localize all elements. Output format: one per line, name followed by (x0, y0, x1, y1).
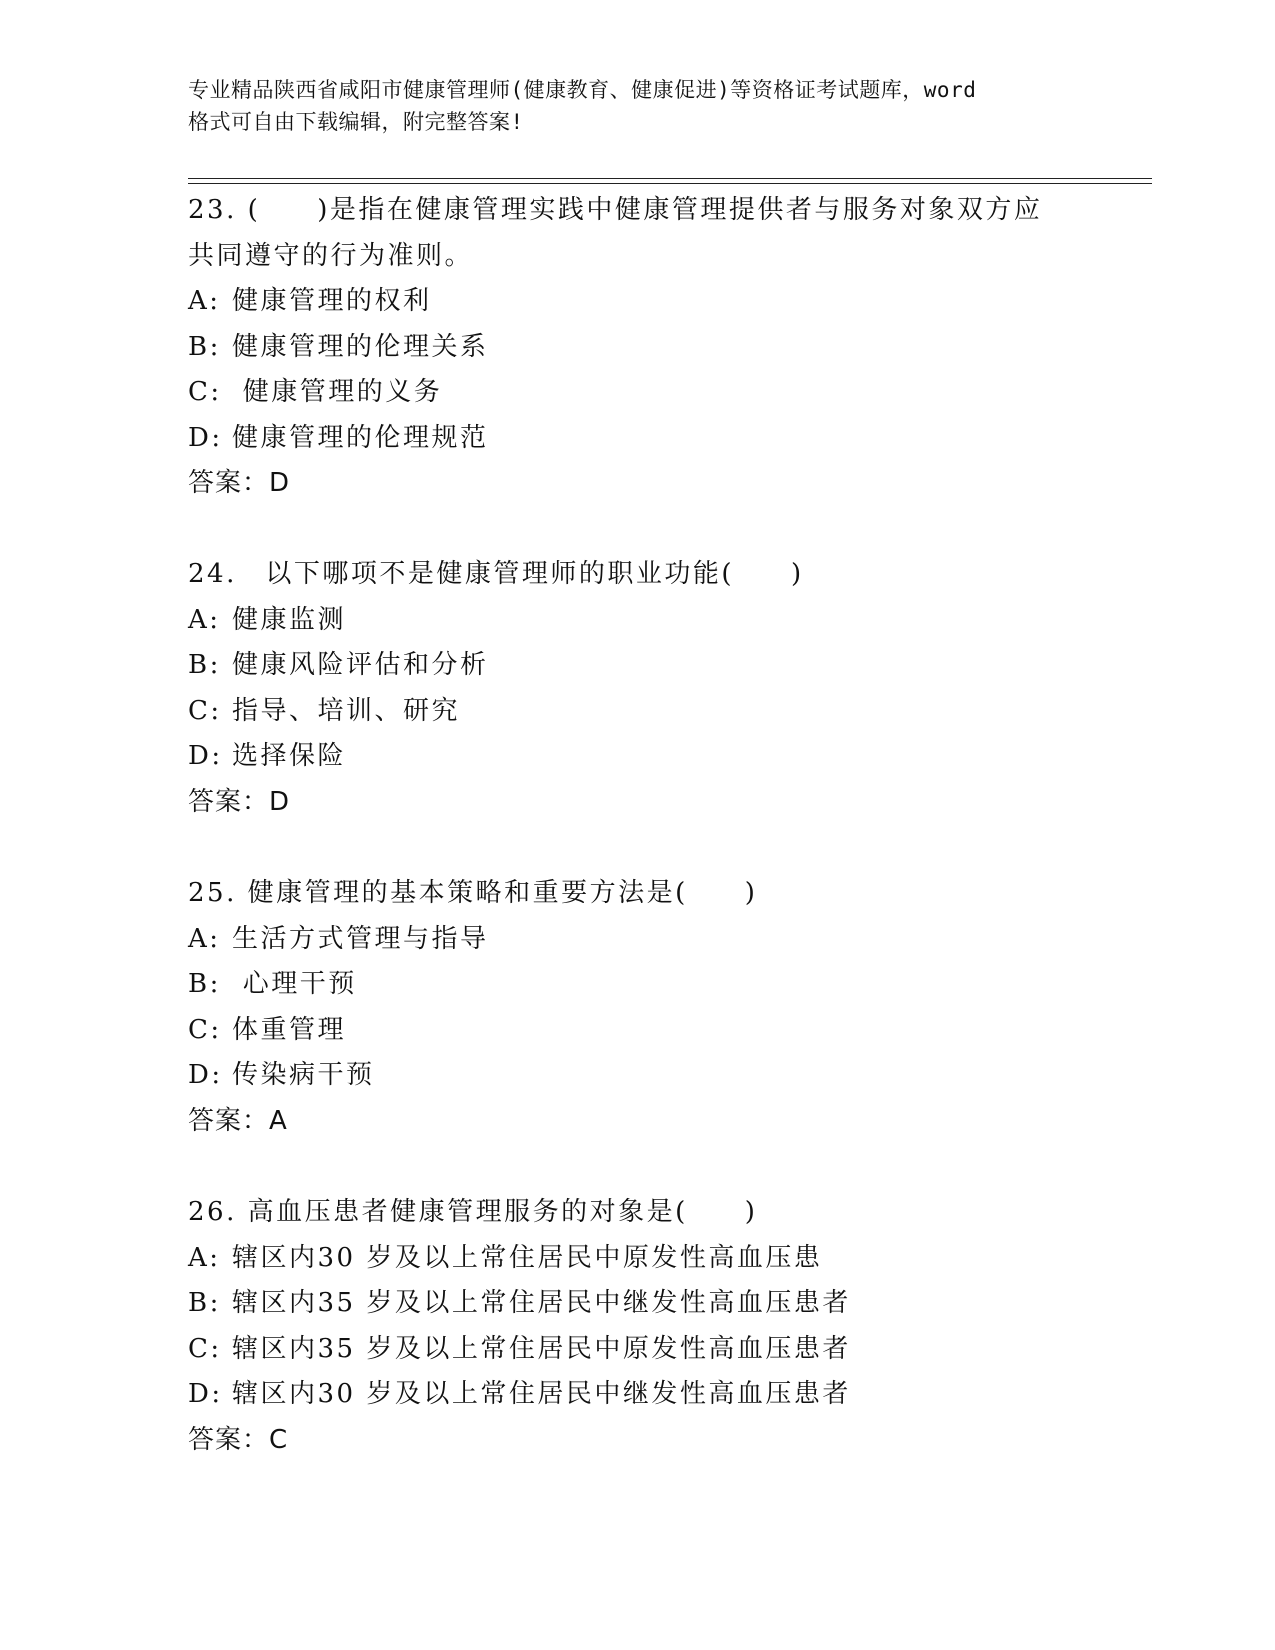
option-text: 辖区内30 岁及以上常住居民中原发性高血压患 (232, 1242, 823, 1273)
option-text: 健康风险评估和分析 (232, 650, 489, 680)
option-text: 指导、培训、研究 (232, 695, 461, 726)
option-c (188, 689, 1128, 735)
option-text: 健康管理的义务 (232, 377, 443, 407)
answer-line: 答案：D (188, 468, 291, 498)
option-text: 辖区内30 岁及以上常住居民中继发性高血压患者 (232, 1379, 851, 1409)
option-letter: A: (188, 286, 221, 316)
header-divider-top (188, 178, 1152, 179)
option-letter: A: (188, 923, 221, 954)
option-text: 健康管理的伦理关系 (232, 331, 489, 362)
option-text: 健康监测 (232, 604, 347, 635)
question-25 (188, 871, 1128, 1144)
option-c (188, 1008, 1128, 1054)
question-23 (188, 188, 1128, 507)
option-text: 选择保险 (232, 741, 347, 771)
option-b (188, 1281, 1128, 1327)
question-26 (188, 1190, 1128, 1463)
header-divider-bottom (188, 183, 1152, 184)
option-text: 健康管理的权利 (232, 286, 432, 316)
question-stem: 25. 健康管理的基本策略和重要方法是( ) (188, 878, 758, 908)
option-letter: C: (188, 377, 222, 407)
header-line-2: 格式可自由下载编辑，附完整答案! (188, 110, 524, 134)
option-letter: D: (188, 1060, 223, 1090)
option-letter: B: (188, 650, 221, 680)
option-text: 健康管理的伦理规范 (232, 422, 489, 453)
option-letter: B: (188, 1288, 221, 1318)
option-letter: D: (188, 422, 223, 453)
option-letter: C: (188, 1014, 222, 1045)
option-letter: A: (188, 604, 221, 635)
option-letter: C: (188, 695, 222, 726)
question-stem: 26. 高血压患者健康管理服务的对象是( ) (188, 1197, 758, 1227)
question-stem-continued: 共同遵守的行为准则。 (188, 240, 474, 271)
option-d (188, 416, 1128, 462)
answer-line: 答案：C (188, 1424, 289, 1455)
option-letter: A: (188, 1242, 221, 1273)
answer-line: 答案：A (188, 1105, 288, 1136)
option-a (188, 917, 1128, 963)
option-text: 心理干预 (232, 969, 357, 999)
question-stem: 24. 以下哪项不是健康管理师的职业功能( ) (188, 559, 804, 589)
option-d (188, 734, 1128, 780)
option-a (188, 1236, 1128, 1282)
option-b (188, 962, 1128, 1008)
question-stem: 23. ( )是指在健康管理实践中健康管理提供者与服务对象双方应 (188, 195, 1043, 225)
answer-line: 答案：D (188, 786, 291, 817)
option-letter: C: (188, 1333, 222, 1364)
option-d (188, 1053, 1128, 1099)
header-line-1: 专业精品陕西省咸阳市健康管理师(健康教育、健康促进)等资格证考试题库，word (188, 78, 977, 102)
page-header (188, 74, 1098, 138)
option-c (188, 1327, 1128, 1373)
option-a (188, 279, 1128, 325)
option-letter: B: (188, 969, 221, 999)
option-text: 传染病干预 (232, 1060, 375, 1090)
option-letter: D: (188, 1379, 223, 1409)
option-letter: D: (188, 741, 223, 771)
option-text: 辖区内35 岁及以上常住居民中原发性高血压患者 (232, 1333, 851, 1364)
option-b (188, 325, 1128, 371)
option-d (188, 1372, 1128, 1418)
option-letter: B: (188, 331, 221, 362)
option-a (188, 598, 1128, 644)
option-text: 生活方式管理与指导 (232, 923, 489, 954)
question-24 (188, 552, 1128, 825)
option-c (188, 370, 1128, 416)
option-b (188, 643, 1128, 689)
option-text: 体重管理 (232, 1014, 347, 1045)
option-text: 辖区内35 岁及以上常住居民中继发性高血压患者 (232, 1288, 851, 1318)
